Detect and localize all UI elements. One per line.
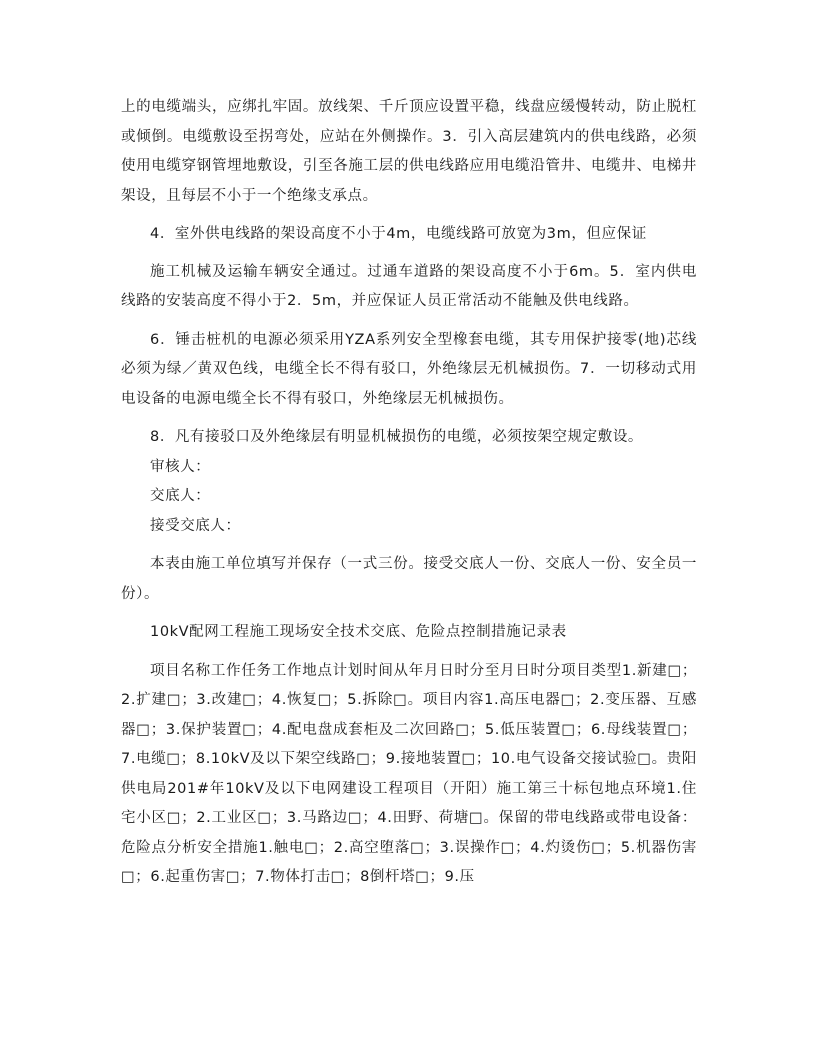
form-body-text: 项目名称工作任务工作地点计划时间从年月日时分至月日时分项目类型1.新建□；2.扩建□；3.改建□；4.恢复□；5.拆除□。项目内容1.高压电器□；2.变压器、互感器□；3.保护装置□；4.配电盘成套柜及二次回路□；5.低压装置□；6.母线装置□；7.电缆□；8.10kV及以下架空线路□；9.接地装置□；10.电气设备交接试验□。贵阳供电局201#年10kV及以下电网建设工程项目（开阳）施工第三十标包地点环境1.住宅小区□；2.工业区□；3.马路边□；4.田野、荷塘□。保留的带电线路或带电设备：危险点分析安全措施1.触电□；2.高空堕落□；3.误操作□；4.灼烫伤□；5.机器伤害□；6.起重伤害□；7.物体打击□；8倒杆塔□；9.压 [121, 662, 697, 885]
paragraph-pile-driver-cable: 6．锤击桩机的电源必须采用YZA系列安全型橡套电缆，其专用保护接零(地)芯线必须为绿／黄双色线，电缆全长不得有驳口，外绝缘层无机械损伤。7．一切移动式用电设备的电源电缆全长不得有驳口，外绝缘层无机械损伤。 [121, 331, 697, 407]
form-title: 10kV配网工程施工现场安全技术交底、危险点控制措施记录表 [150, 624, 567, 640]
receiver-signature-label: 接受交底人： [150, 517, 241, 534]
paragraph-outdoor-line-height: 4．室外供电线路的架设高度不小于4m，电缆线路可放宽为3m，但应保证 [150, 226, 647, 242]
paragraph-damaged-cable: 8．凡有接驳口及外绝缘层有明显机械损伤的电缆，必须按架空规定敷设。 [150, 429, 644, 445]
storage-note: 本表由施工单位填写并保存（一式三份。接受交底人一份、交底人一份、安全员一份）。 [121, 556, 697, 602]
paragraph-cable-laying: 上的电缆端头，应绑扎牢固。放线架、千斤顶应设置平稳，线盘应缓慢转动，防止脱杠或倾倒。电缆敷设至拐弯处，应站在外侧操作。3．引入高层建筑内的供电线路，必须使用电缆穿钢管埋地敷设，引至各施工层的供电线路应用电缆沿管井、电缆井、电梯井架设，且每层不小于一个绝缘支承点。 [121, 99, 697, 204]
paragraph-indoor-line-height: 施工机械及运输车辆安全通过。过通车道路的架设高度不小于6m。5．室内供电线路的安装高度不得小于2．5m，并应保证人员正常活动不能触及供电线路。 [121, 263, 697, 309]
reviewer-signature-label: 审核人： [150, 458, 211, 475]
document-body [121, 93, 697, 893]
discloser-signature-label: 交底人： [150, 488, 211, 504]
